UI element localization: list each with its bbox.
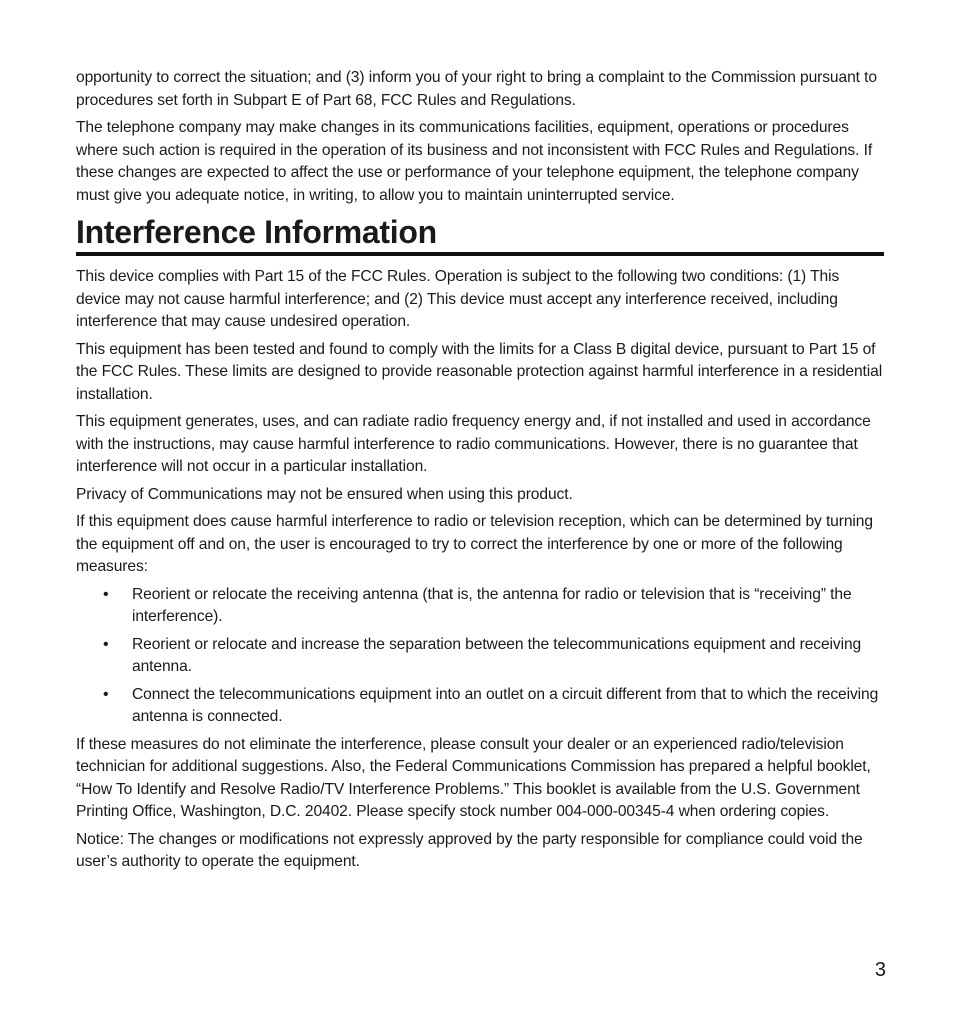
body-paragraph: Privacy of Communications may not be ensured when using this product.: [76, 485, 573, 503]
intro-paragraph: opportunity to correct the situation; and (3) inform you of your right to bring a complaint to the Commission pursuant to procedures set forth in Subpart E of Part 68, FCC Rules and Regulations.: [76, 69, 877, 109]
page-content: [76, 67, 884, 879]
section-heading-rule: [76, 212, 884, 256]
intro-paragraph: The telephone company may make changes in its communications facilities, equipment, operations or procedures where such action is required in the operation of its business and not inconsistent with FCC Rules and Regulations. If these changes are expected to affect the use or performance of your telephone equipment, the telephone company must give you adequate notice, in writing, to allow you to maintain uninterrupted service.: [76, 119, 873, 204]
list-item: [76, 584, 884, 629]
list-item-text: Reorient or relocate and increase the separation between the telecommunications equipment and receiving antenna.: [132, 635, 862, 675]
bullet-icon: •: [103, 685, 109, 703]
body-paragraph: If these measures do not eliminate the interference, please consult your dealer or an experienced radio/television technician for additional suggestions. Also, the Federal Communications Commission has prepared a helpful booklet, “How To Identify and Resolve Radio/TV Interference Problems.” This booklet is available from the U.S. Government Printing Office, Washington, D.C. 20402. Please specify stock number 004-000-00345-4 when ordering copies.: [76, 735, 871, 820]
body-paragraph: This device complies with Part 15 of the FCC Rules. Operation is subject to the following two conditions: (1) This device may not cause harmful interference; and (2) This device must accept any interference received, including interference that may cause undesired operation.: [76, 268, 840, 330]
body-paragraph: This equipment has been tested and found to comply with the limits for a Class B digital device, pursuant to Part 15 of the FCC Rules. These limits are designed to provide reasonable protection against harmful interference in a residential installation.: [76, 340, 883, 403]
page-number: 3: [874, 959, 886, 981]
list-item: [76, 634, 884, 679]
list-item: [76, 684, 884, 729]
bullet-icon: •: [103, 585, 109, 603]
notice-paragraph: Notice: The changes or modifications not expressly approved by the party responsible for compliance could void the user’s authority to operate the equipment.: [76, 830, 863, 870]
body-paragraph: If this equipment does cause harmful interference to radio or television reception, which can be determined by turning the equipment off and on, the user is encouraged to try to correct the interference by one or more of the following measures:: [76, 513, 873, 575]
measures-list: [76, 584, 884, 729]
list-item-text: Connect the telecommunications equipment into an outlet on a circuit different from that to which the receiving antenna is connected.: [132, 685, 879, 725]
section-heading: Interference Information: [76, 214, 437, 250]
bullet-icon: •: [103, 635, 109, 653]
body-paragraph: This equipment generates, uses, and can radiate radio frequency energy and, if not installed and used in accordance with the instructions, may cause harmful interference to radio communications. However, there is no guarantee that interference will not occur in a particular installation.: [76, 413, 871, 475]
list-item-text: Reorient or relocate the receiving antenna (that is, the antenna for radio or television that is “receiving” the interference).: [132, 585, 852, 625]
